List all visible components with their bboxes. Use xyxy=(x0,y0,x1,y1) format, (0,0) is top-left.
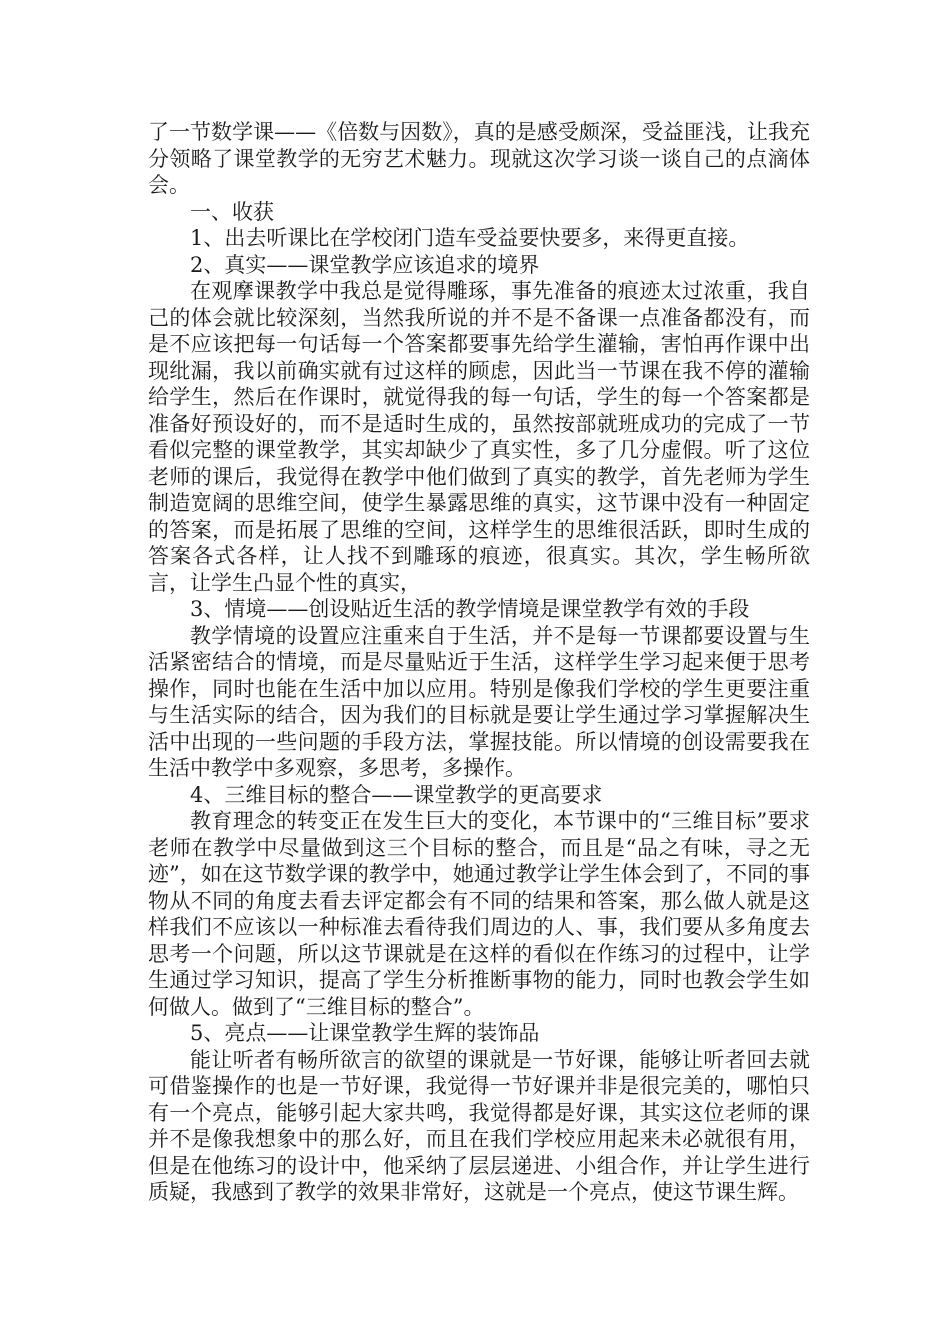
paragraph-authenticity: 在观摩课教学中我总是觉得雕琢，事先准备的痕迹太过浓重，我自己的体会就比较深刻，当然我所说的并不是不备课一点准备都没有，而是不应该把每一句话每一个答案都要事先给学生灌输，害怕再作课中出现纰漏，我以前确实就有过这样的顾虑，因此当一节课在我不停的灌输给学生，然后在作课时，就觉得我的每一句话，学生的每一个答案都是准备好预设好的，而不是适时生成的，虽然按部就班成功的完成了一节看似完整的课堂教学，其实却缺少了真实性，多了几分虚假。听了这位老师的课后，我觉得在教学中他们做到了真实的教学，首先老师为学生制造宽阔的思维空间，使学生暴露思维的真实，这节课中没有一种固定的答案，而是拓展了思维的空间，这样学生的思维很活跃，即时生成的答案各式各样，让人找不到雕琢的痕迹，很真实。其次，学生畅所欲言，让学生凸显个性的真实， xyxy=(148,279,810,595)
paragraph-continuation: 了一节数学课——《倍数与因数》，真的是感受颇深，受益匪浅，让我充分领略了课堂教学的无穷艺术魅力。现就这次学习谈一谈自己的点滴体会。 xyxy=(148,120,810,197)
document-body xyxy=(148,119,810,1206)
point-heading-4: 4、三维目标的整合——课堂教学的更高要求 xyxy=(190,782,603,807)
paragraph-highlight: 能让听者有畅所欲言的欲望的课就是一节好课，能够让听者回去就可借鉴操作的也是一节好课，我觉得一节好课并非是很完美的，哪怕只有一个亮点，能够引起大家共鸣，我觉得都是好课，其实这位老师的课并不是像我想象中的那么好，而且在我们学校应用起来未必就很有用，但是在他练习的设计中，他采纳了层层递进、小组合作，并让学生进行质疑，我感到了教学的效果非常好，这就是一个亮点，使这节课生辉。 xyxy=(148,1047,810,1204)
point-heading-5: 5、亮点——让课堂教学生辉的装饰品 xyxy=(190,1021,540,1045)
point-heading-1: 1、出去听课比在学校闭门造车受益要快要多，来得更直接。 xyxy=(190,226,750,250)
point-heading-2: 2、真实——课堂教学应该追求的境界 xyxy=(190,252,540,277)
point-heading-3: 3、情境——创设贴近生活的教学情境是课堂教学有效的手段 xyxy=(190,597,750,621)
paragraph-situation: 教学情境的设置应注重来自于生活，并不是每一节课都要设置与生活紧密结合的情境，而是尽量贴近于生活，这样学生学习起来便于思考操作，同时也能在生活中加以应用。特别是像我们学校的学生更要注重与生活实际的结合，因为我们的目标就是要让学生通过学习掌握解决生活中出现的一些问题的手段方法，掌握技能。所以情境的创设需要我在生活中教学中多观察，多思考，多操作。 xyxy=(148,623,810,780)
paragraph-three-dimensional-goals: 教育理念的转变正在发生巨大的变化，本节课中的“三维目标”要求老师在教学中尽量做到这三个目标的整合，而且是“品之有味，寻之无迹”，如在这节数学课的教学中，她通过教学让学生体会到了，不同的事物从不同的角度去看去评定都会有不同的结果和答案，那么做人就是这样我们不应该以一种标准去看待我们周边的人、事，我们要从多角度去思考一个问题，所以这节课就是在这样的看似在作练习的过程中，让学生通过学习知识，提高了学生分析推断事物的能力，同时也教会学生如何做人。做到了“三维目标的整合”。 xyxy=(148,809,810,1019)
section-heading-harvest: 一、收获 xyxy=(190,199,274,224)
